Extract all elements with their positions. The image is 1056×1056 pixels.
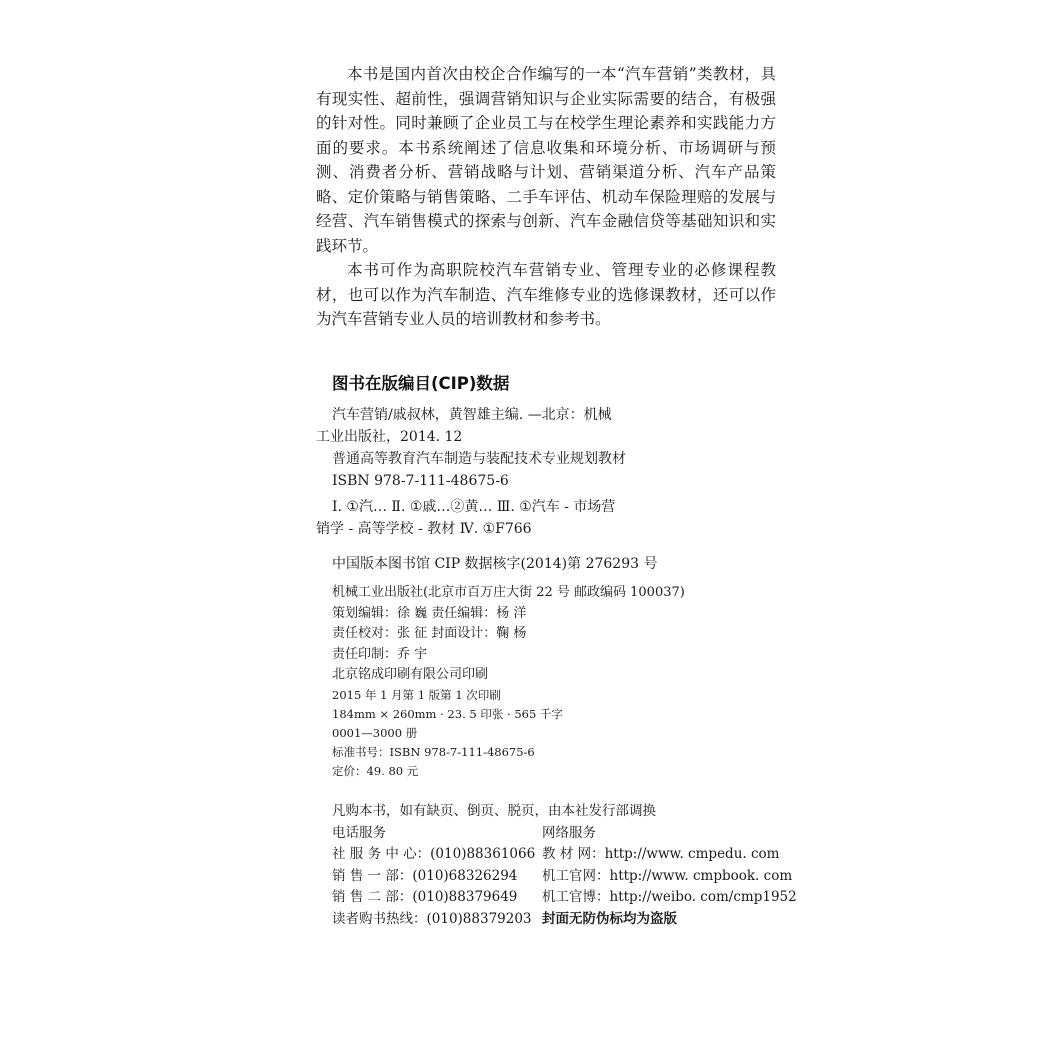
edition-info: 2015 年 1 月第 1 版第 1 次印刷 [332, 687, 501, 702]
cip-data-number: 中国版本图书馆 CIP 数据核字(2014)第 276293 号 [332, 556, 658, 572]
phone-entry: 社 服 务 中 心：(010)88361066 [332, 846, 536, 862]
standard-book-number: 标准书号：ISBN 978-7-111-48675-6 [332, 744, 535, 759]
phone-entry: 销 售 二 部：(010)88379649 [332, 889, 518, 905]
book-abstract [316, 62, 776, 332]
cip-subject-line-1: Ⅰ. ①汽… Ⅱ. ①戚…②黄… Ⅲ. ①汽车 - 市场营 [332, 499, 616, 515]
service-info [332, 801, 797, 930]
abstract-paragraph-1: 本书是国内首次由校企合作编写的一本“汽车营销”类教材，具有现实性、超前性，强调营销知识与企业实际需要的结合，有极强的针对性。同时兼顾了企业员工与在校学生理论素养和实践能力方面的要求。本书系统阐述了信息收集和环境分析、市场调研与预测、消费者分析、营销战略与计划、营销渠道分析、汽车产品策略、定价策略与销售策略、二手车评估、机动车保险理赔的发展与经营、汽车销售模式的探索与创新、汽车金融信贷等基础知识和实践环节。 [316, 65, 776, 255]
cip-isbn: ISBN 978-7-111-48675-6 [332, 473, 509, 489]
web-entry: 机工官网：http://www. cmpbook. com [542, 867, 793, 884]
imprint-block [332, 583, 685, 781]
price: 定价：49. 80 元 [332, 763, 419, 778]
phone-entry: 读者购书热线：(010)88379203 [332, 910, 532, 927]
phone-entry: 销 售 一 部：(010)68326294 [332, 867, 518, 884]
abstract-paragraph-2: 本书可作为高职院校汽车营销专业、管理专业的必修课程教材，也可以作为汽车制造、汽车维修专业的选修课教材，还可以作为汽车营销专业人员的培训教材和参考书。 [316, 261, 776, 328]
proofreader-cover-designer: 责任校对：张 征 封面设计：鞠 杨 [332, 626, 527, 641]
printing-manager: 责任印制：乔 宇 [332, 646, 428, 662]
service-headers [332, 823, 797, 845]
service-row [332, 866, 797, 888]
service-row [332, 844, 797, 866]
cip-entry-line-1: 汽车营销/戚叔林，黄智雄主编. —北京：机械 [332, 407, 612, 423]
phone-service-header: 电话服务 [332, 824, 386, 841]
web-entry: 教 材 网：http://www. cmpedu. com [542, 846, 780, 862]
printer: 北京铭成印刷有限公司印刷 [332, 667, 489, 682]
cip-record [316, 404, 716, 540]
web-entry: 机工官博：http://weibo. com/cmp1952 [542, 889, 797, 905]
service-row [332, 887, 797, 909]
cip-subject-line-2: 销学 - 高等学校 - 教材 Ⅳ. ①F766 [316, 521, 532, 537]
replacement-notice: 凡购本书，如有缺页、倒页、脱页，由本社发行部调换 [332, 803, 656, 819]
publisher-address: 机械工业出版社(北京市百万庄大街 22 号 邮政编码 100037) [332, 585, 685, 600]
service-row [332, 909, 797, 931]
cip-heading: 图书在版编目(CIP)数据 [332, 374, 510, 393]
editors: 策划编辑：徐 巍 责任编辑：杨 洋 [332, 605, 527, 621]
cip-entry-line-2: 工业出版社，2014. 12 [316, 429, 463, 445]
web-service-header: 网络服务 [542, 824, 596, 841]
format-info: 184mm × 260mm · 23. 5 印张 · 565 千字 [332, 706, 563, 721]
anti-counterfeit-notice: 封面无防伪标均为盗版 [542, 910, 677, 927]
cip-series: 普通高等教育汽车制造与装配技术专业规划教材 [332, 451, 626, 467]
print-run: 0001—3000 册 [332, 725, 418, 740]
